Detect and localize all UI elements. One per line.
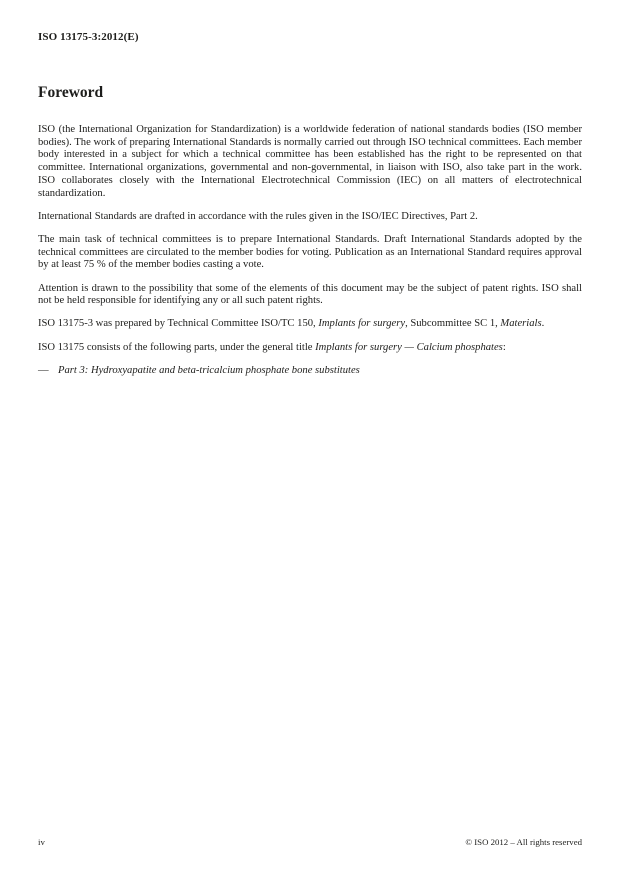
text-segment: ISO (the International Organization for Standardization) is a worldwide federation of national standards bodies (ISO member bodies). The work of preparing International Standards is normally carried out through ISO technical committees. Each member body interested in a subject for which a technical committee has been established has the right to be represented on that committee. International organizations, governmental and non-governmental, in liaison with ISO, also take part in the work. ISO collaborates closely with the International Electrotechnical Commission (IEC) on all matters of electrotechnical standardization.: [38, 124, 582, 199]
text-segment: ISO 13175-3 was prepared by Technical Committee ISO/TC 150,: [38, 318, 319, 330]
list-dash: —: [38, 364, 49, 376]
page-footer: [38, 837, 582, 847]
text-segment: International Standards are drafted in accordance with the rules given in the ISO/IEC Directives, Part 2.: [38, 210, 478, 222]
document-reference: ISO 13175-3:2012(E): [38, 31, 139, 43]
page-title: Foreword: [38, 84, 104, 101]
paragraph: [38, 318, 582, 331]
list-item-text: [58, 365, 582, 378]
paragraph: [38, 283, 582, 308]
text-segment: Implants for surgery: [318, 318, 406, 330]
text-segment: ISO 13175 consists of the following parts, under the general title: [38, 341, 316, 353]
text-segment: :: [502, 341, 506, 353]
text-segment: Materials: [500, 318, 542, 330]
text-segment: , Subcommittee SC 1,: [405, 318, 501, 330]
page-number: iv: [38, 837, 45, 847]
copyright-notice: © ISO 2012 – All rights reserved: [465, 837, 582, 847]
page-content: [38, 84, 582, 378]
paragraph: [38, 234, 582, 272]
text-segment: Part 3: Hydroxyapatite and beta-tricalcium phosphate bone substitutes: [58, 364, 360, 376]
parts-list: [38, 365, 582, 378]
text-segment: .: [541, 318, 545, 330]
paragraph: [38, 211, 582, 224]
text-segment: Attention is drawn to the possibility that some of the elements of this document may be the subject of patent rights. ISO shall not be held responsible for identifying any or all such patent rights.: [38, 282, 582, 307]
text-segment: Implants for surgery — Calcium phosphates: [315, 341, 503, 353]
paragraph: [38, 124, 582, 200]
list-item: [38, 365, 582, 378]
paragraph: [38, 342, 582, 355]
text-segment: The main task of technical committees is to prepare International Standards. Draft International Standards adopted by the technical committees are circulated to the member bodies for voting. Publication as an International Standard requires approval by at least 75 % of the member bodies casting a vote.: [38, 233, 582, 271]
body-paragraphs: [38, 124, 582, 354]
